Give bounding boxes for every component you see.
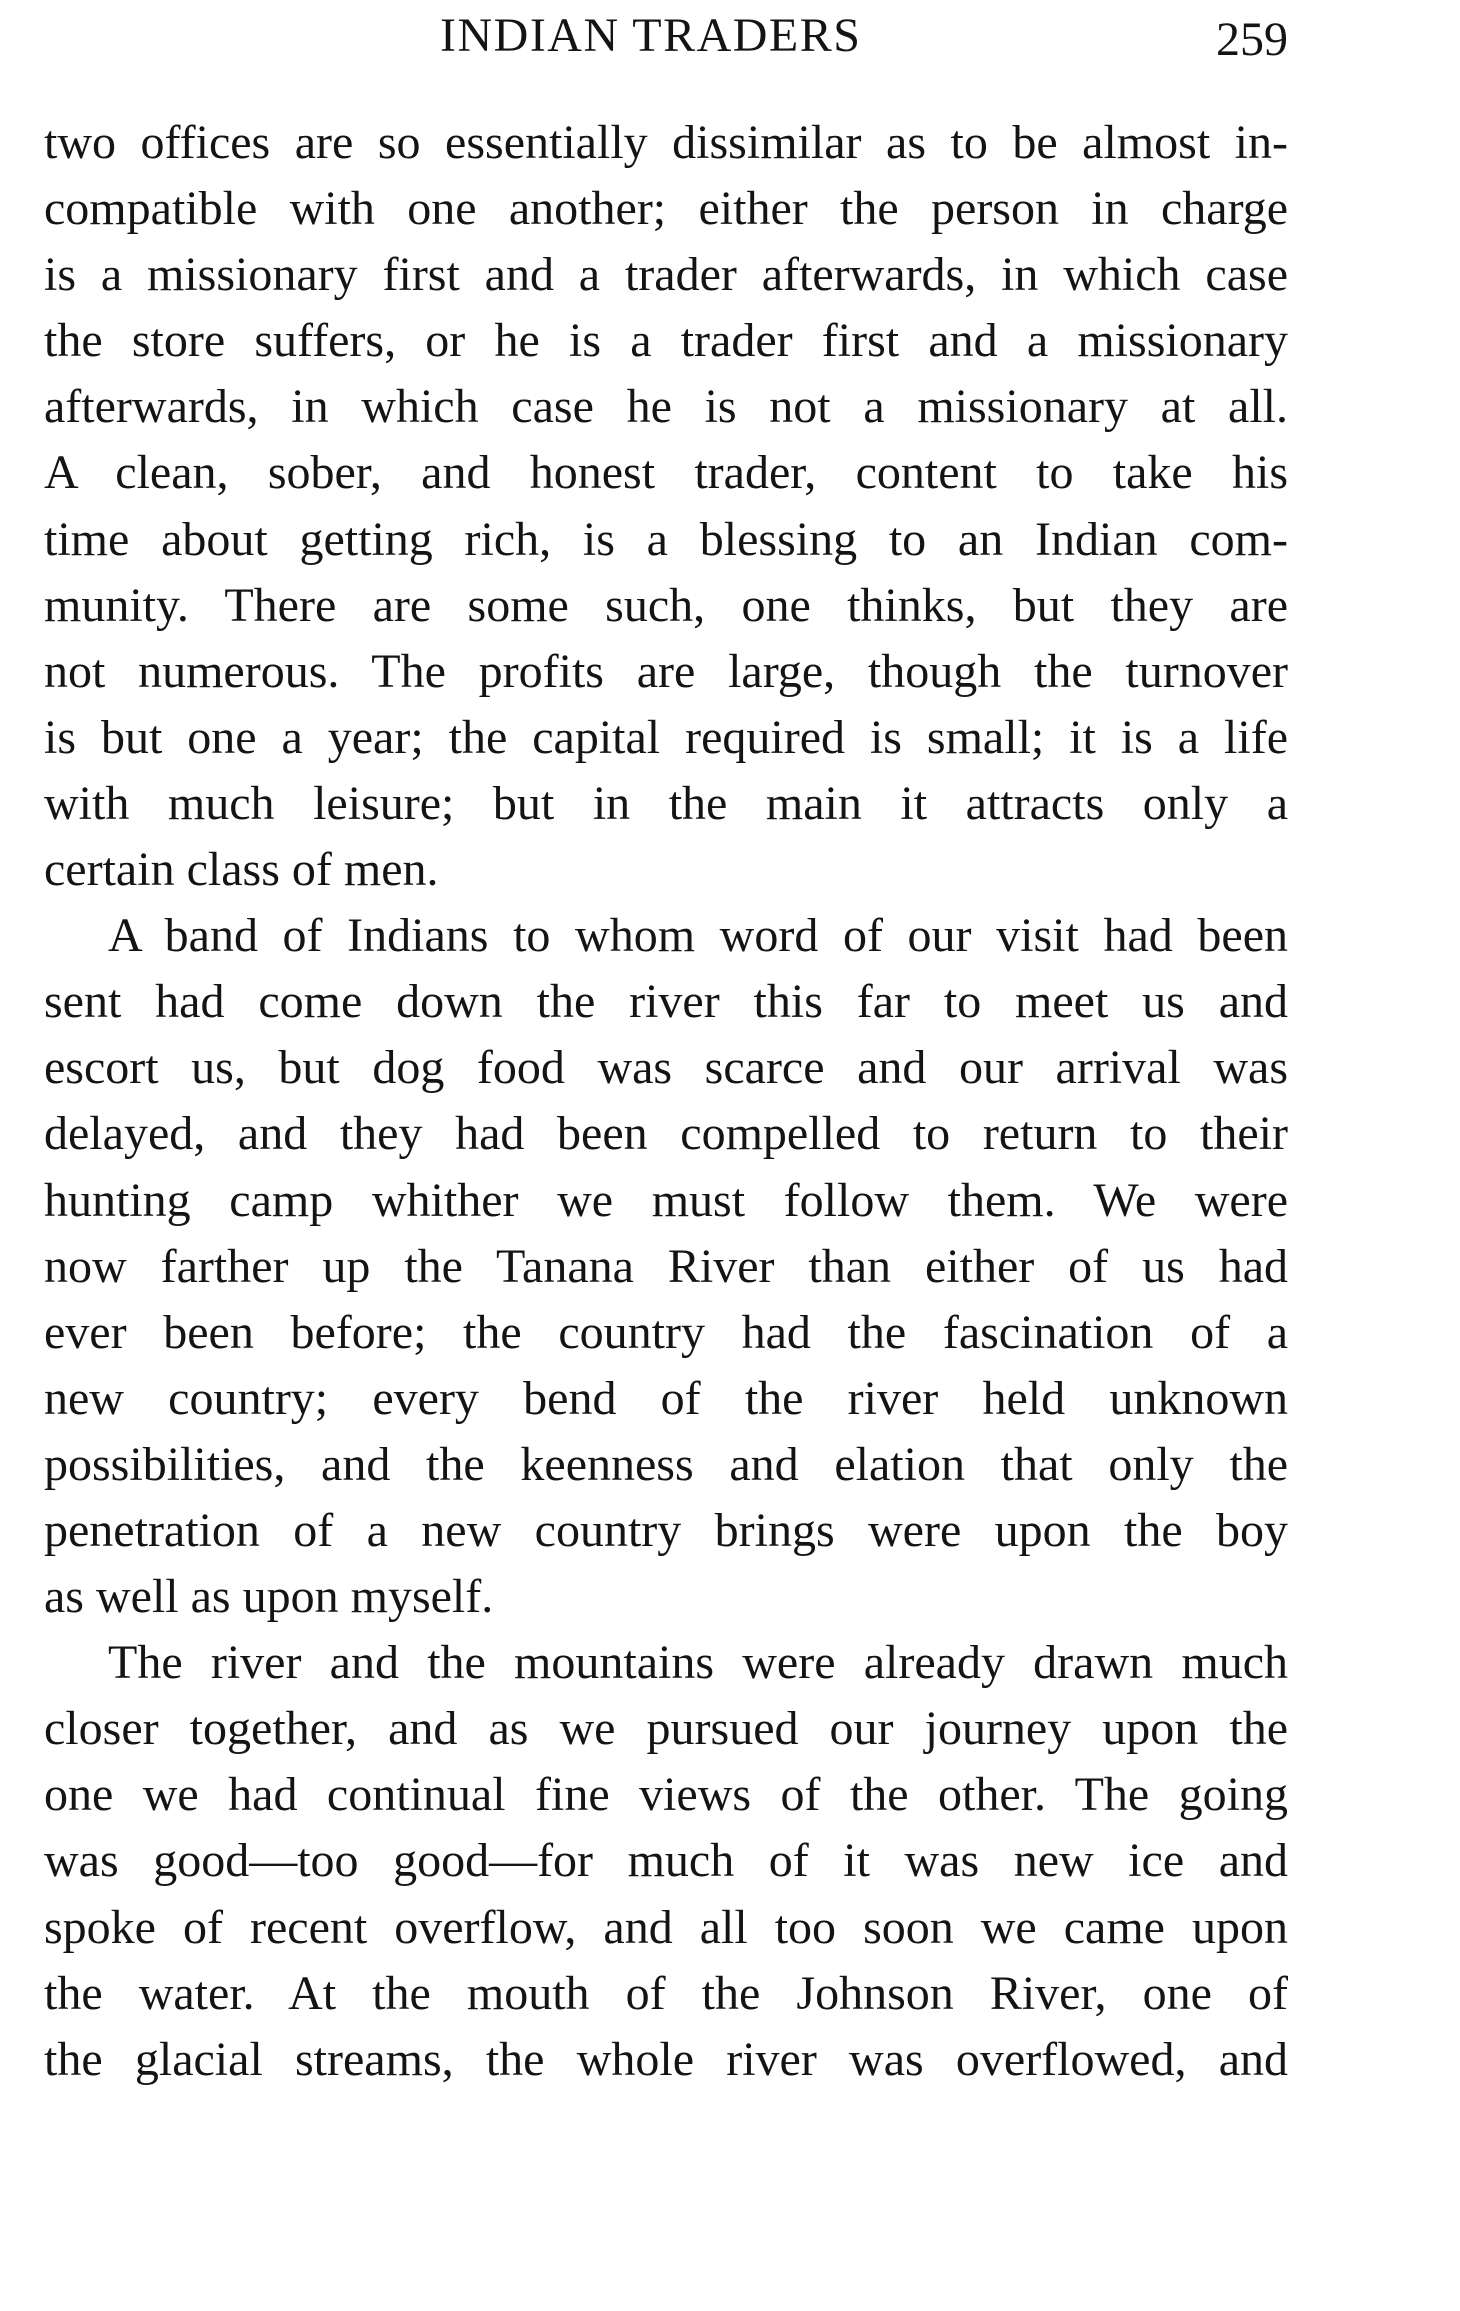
page-number: 259 <box>1216 13 1288 66</box>
text-line: escort us, but dog food was scarce and our arrival was <box>44 1041 1288 1095</box>
text-line: with much leisure; but in the main it attracts only a <box>44 776 1288 830</box>
text-line: A clean, sober, and honest trader, content to take his <box>44 446 1288 500</box>
text-line: now farther up the Tanana River than either of us had <box>44 1239 1288 1293</box>
text-line: possibilities, and the keenness and elation that only the <box>44 1437 1288 1491</box>
running-head <box>0 8 1460 72</box>
text-line: new country; every bend of the river held unknown <box>44 1371 1288 1425</box>
text-line: time about getting rich, is a blessing to an Indian com- <box>44 512 1288 566</box>
text-line: ever been before; the country had the fascination of a <box>44 1305 1288 1359</box>
text-line: is a missionary first and a trader afterwards, in which case <box>44 248 1288 302</box>
text-line: hunting camp whither we must follow them. We were <box>44 1173 1288 1227</box>
paragraph <box>44 903 1288 1630</box>
text-line: compatible with one another; either the person in charge <box>44 182 1288 236</box>
text-line: munity. There are some such, one thinks, but they are <box>44 578 1288 632</box>
body-text <box>44 110 1288 2093</box>
text-line: The river and the mountains were already drawn much <box>108 1636 1288 1690</box>
text-line: not numerous. The profits are large, though the turnover <box>44 644 1288 698</box>
paragraph <box>44 110 1288 903</box>
text-line: the glacial streams, the whole river was overflowed, and <box>44 2032 1288 2086</box>
text-line: delayed, and they had been compelled to return to their <box>44 1107 1288 1161</box>
text-line: two offices are so essentially dissimilar as to be almost in- <box>44 116 1288 169</box>
text-line: afterwards, in which case he is not a missionary at all. <box>44 380 1288 434</box>
text-line: as well as upon myself. <box>44 1570 494 1624</box>
text-line: the store suffers, or he is a trader first and a missionary <box>44 314 1288 368</box>
paragraph <box>44 1630 1288 2093</box>
text-line: is but one a year; the capital required is small; it is a life <box>44 710 1288 764</box>
text-line: closer together, and as we pursued our journey upon the <box>44 1702 1288 1756</box>
text-line: penetration of a new country brings were upon the boy <box>44 1503 1288 1557</box>
text-line: A band of Indians to whom word of our visit had been <box>108 909 1288 963</box>
text-line: spoke of recent overflow, and all too soon we came upon <box>44 1900 1288 1954</box>
text-line: one we had continual fine views of the other. The going <box>44 1768 1288 1822</box>
text-line: the water. At the mouth of the Johnson River, one of <box>44 1966 1288 2020</box>
running-title: INDIAN TRADERS <box>440 9 862 62</box>
text-line: was good—too good—for much of it was new ice and <box>44 1834 1288 1888</box>
text-line: sent had come down the river this far to meet us and <box>44 975 1288 1029</box>
text-line: certain class of men. <box>44 843 439 897</box>
